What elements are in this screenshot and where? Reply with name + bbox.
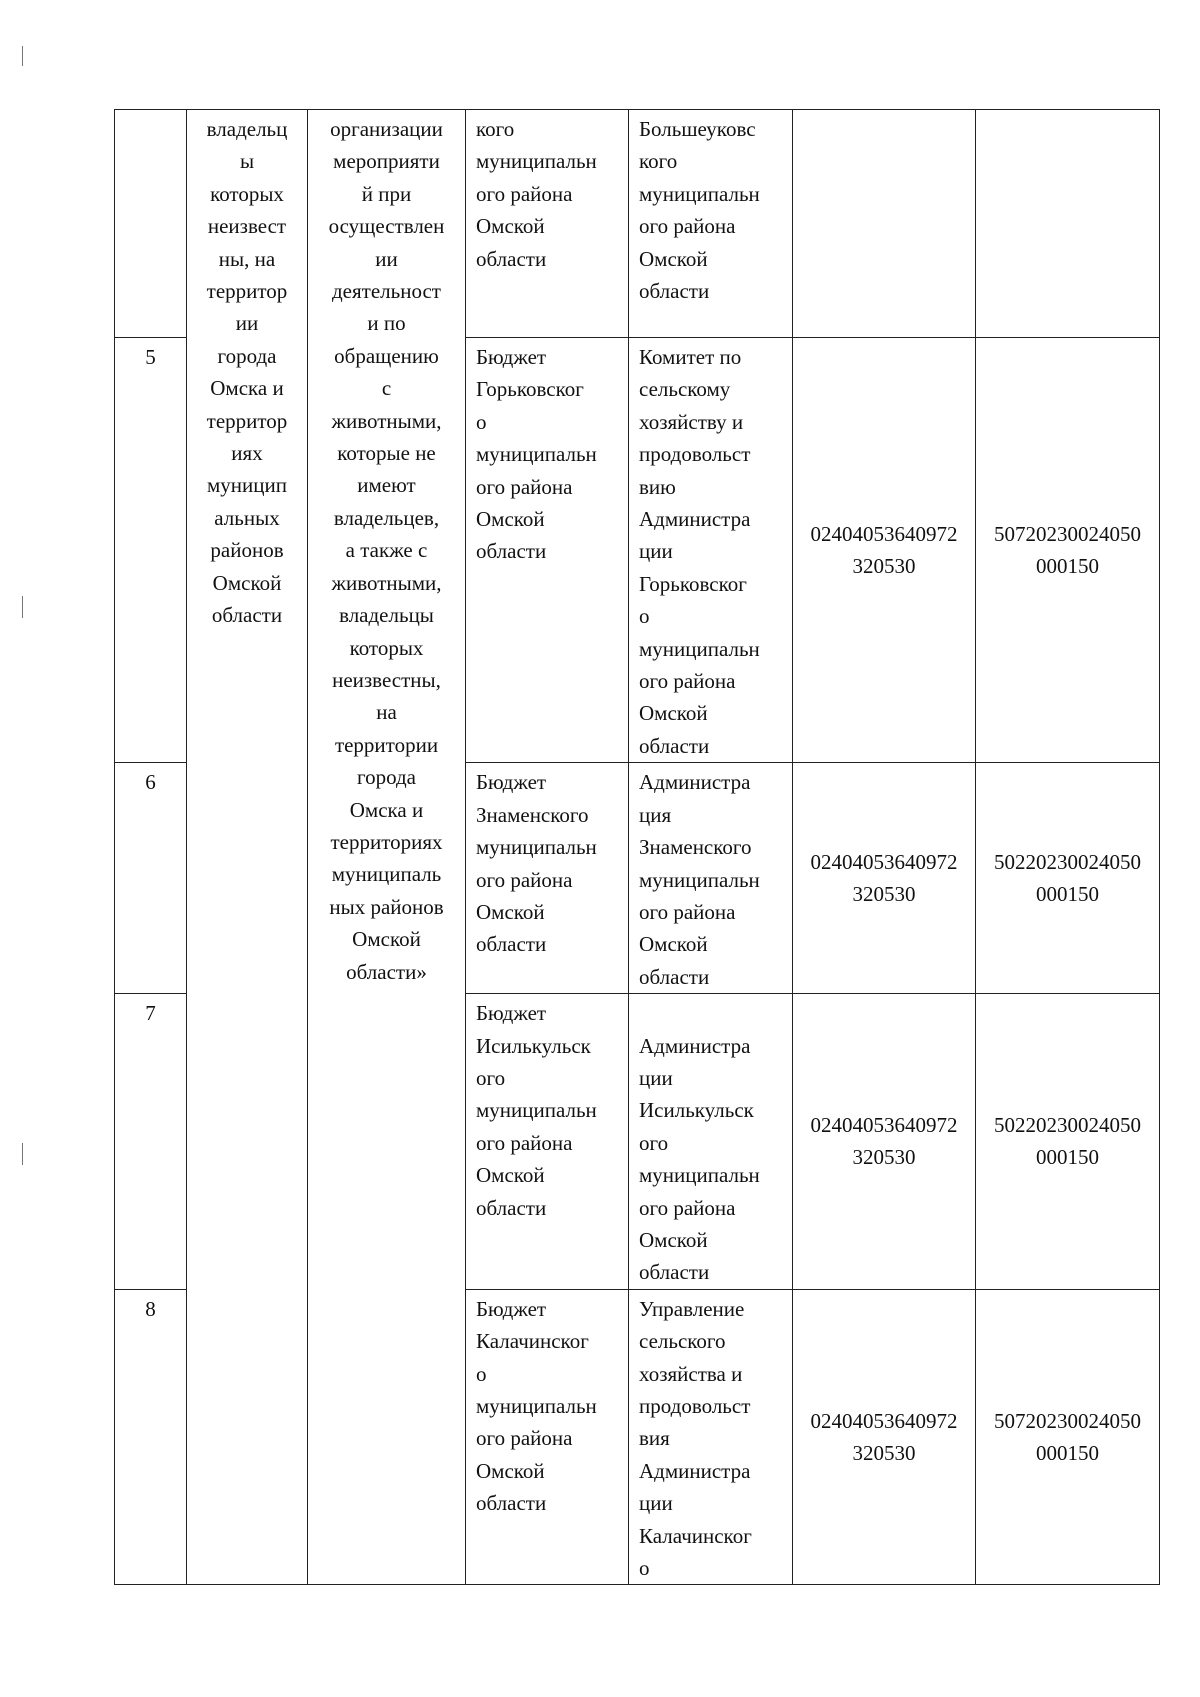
code1-cell (793, 110, 976, 338)
code2-cell (976, 1289, 1160, 1585)
administrator-cell (629, 110, 793, 338)
event-description-text: организации мероприяти й при осуществлен ии деятельност и по обращению с животными, которые не имеют владельцев, а также с животными, владельцы которых неизвестны, на территории города Омска и территориях муниципаль ных районов Омской области» (328, 117, 445, 984)
administrator-text: Большеуковс кого муниципальн ого района Омской области (639, 117, 760, 304)
budget-text: Бюджет Калачинског о муниципальн ого района Омской области (476, 1296, 597, 1516)
administrator-text: Комитет по сельскому хозяйству и продовольст вию Администра ции Горьковског о муниципальн ого района Омской области (639, 345, 760, 758)
code2-cell (976, 994, 1160, 1290)
code1-cell (793, 994, 976, 1290)
row-number: 5 (145, 345, 156, 369)
code1-text: 02404053640972 320530 (810, 849, 958, 907)
administrator-cell (629, 1289, 793, 1585)
code2-cell (976, 110, 1160, 338)
table-row (115, 110, 1160, 338)
code1-text: 02404053640972 320530 (810, 1408, 958, 1466)
object-description-text: владельц ы которых неизвест ны, на территор ии города Омска и территор иях муницип альных районов Омской области (206, 117, 288, 628)
budget-cell (466, 338, 629, 763)
code2-cell (976, 338, 1160, 763)
code2-text: 50220230024050 000150 (994, 849, 1141, 907)
row-number-cell (115, 338, 187, 763)
code1-text: 02404053640972 320530 (810, 1113, 958, 1170)
row-number-cell (115, 994, 187, 1290)
budget-cell (466, 763, 629, 994)
code2-text: 50220230024050 000150 (994, 1113, 1141, 1170)
row-number-cell (115, 110, 187, 338)
code1-cell (793, 338, 976, 763)
code1-cell (793, 763, 976, 994)
budget-text: кого муниципальн ого района Омской области (476, 117, 597, 271)
budget-text: Бюджет Исилькульск ого муниципальн ого района Омской области (476, 1001, 597, 1220)
scan-artifact (22, 596, 23, 618)
code1-cell (793, 1289, 976, 1585)
budget-cell (466, 994, 629, 1290)
budget-text: Бюджет Горьковског о муниципальн ого района Омской области (476, 345, 597, 564)
administrator-text: Администра ция Знаменского муниципальн ого района Омской области (639, 770, 760, 989)
row-number: 6 (145, 770, 156, 795)
administrator-text: Администра ции Исилькульск ого муниципальн ого района Омской области (639, 1033, 760, 1285)
budget-revenue-table (114, 109, 1160, 1585)
object-description-cell (187, 110, 308, 1585)
scan-artifact (22, 46, 23, 66)
code2-text: 50720230024050 000150 (994, 1408, 1141, 1466)
event-description-cell (308, 110, 466, 1585)
row-number-cell (115, 763, 187, 994)
code1-text: 02404053640972 320530 (810, 521, 958, 579)
administrator-cell (629, 994, 793, 1290)
row-number: 8 (145, 1296, 156, 1321)
code2-cell (976, 763, 1160, 994)
scan-artifact (22, 1143, 23, 1165)
administrator-text: Управление сельского хозяйства и продовольст вия Администра ции Калачинског о (639, 1296, 752, 1581)
row-number-cell (115, 1289, 187, 1585)
budget-cell (466, 1289, 629, 1585)
code2-text: 50720230024050 000150 (994, 521, 1141, 579)
row-number: 7 (145, 1001, 156, 1026)
administrator-cell (629, 763, 793, 994)
budget-cell (466, 110, 629, 338)
budget-text: Бюджет Знаменского муниципальн ого района Омской области (476, 770, 597, 957)
administrator-cell (629, 338, 793, 763)
